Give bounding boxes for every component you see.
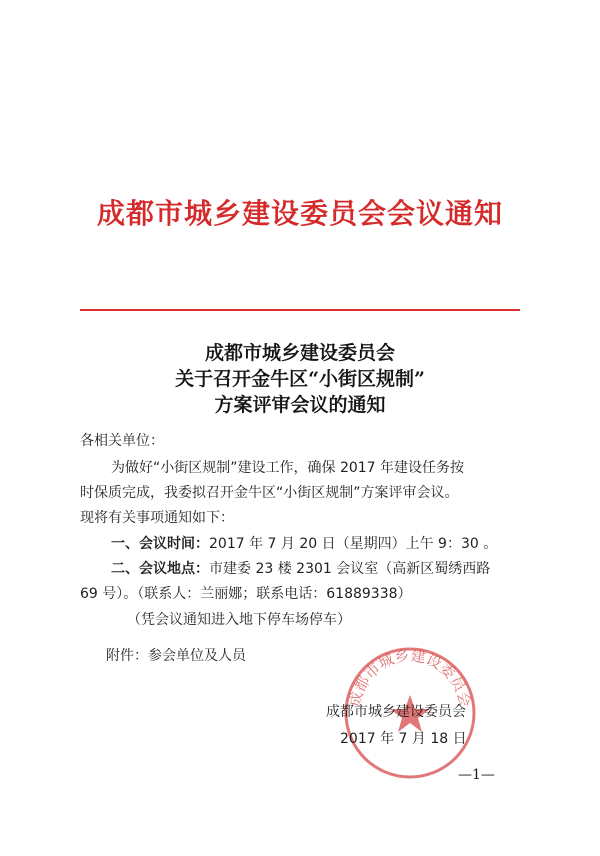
paragraph-1-line-3: 现将有关事项通知如下：	[80, 510, 234, 526]
attachment-note: 附件：参会单位及人员	[106, 648, 246, 664]
seal-text: 成都市城乡建设委员会	[345, 646, 475, 709]
page-number: —1—	[458, 767, 495, 783]
meeting-time-label: 一、会议时间：	[111, 536, 209, 552]
meeting-location	[111, 558, 490, 578]
signature-organization: 成都市城乡建设委员会	[326, 704, 466, 720]
issuer-header: 成都市城乡建设委员会会议通知	[96, 197, 503, 230]
red-divider	[80, 309, 520, 311]
paragraph-1-line-2: 时保质完成，我委拟召开金牛区“小街区规制”方案评审会议。	[80, 485, 459, 501]
parking-note: （凭会议通知进入地下停车场停车）	[127, 612, 351, 628]
paragraph-1-line-1: 为做好“小街区规制”建设工作，确保 2017 年建设任务按	[111, 460, 465, 476]
salutation: 各相关单位：	[80, 433, 164, 449]
meeting-time-value: 2017 年 7 月 20 日（星期四）上午 9：30 。	[209, 536, 498, 552]
meeting-location-label: 二、会议地点：	[111, 561, 209, 577]
document-title-line-3: 方案评审会议的通知	[214, 394, 386, 416]
meeting-time	[111, 533, 497, 553]
document-title-line-1: 成都市城乡建设委员会	[204, 342, 395, 364]
document-title-line-2: 关于召开金牛区“小街区规制”	[175, 368, 425, 390]
signature-date: 2017 年 7 月 18 日	[340, 731, 467, 747]
meeting-location-contact: 69 号）。（联系人：兰丽娜；联系电话：61889338）	[80, 586, 412, 602]
meeting-location-value: 市建委 23 楼 2301 会议室（高新区蜀绣西路	[209, 561, 491, 577]
